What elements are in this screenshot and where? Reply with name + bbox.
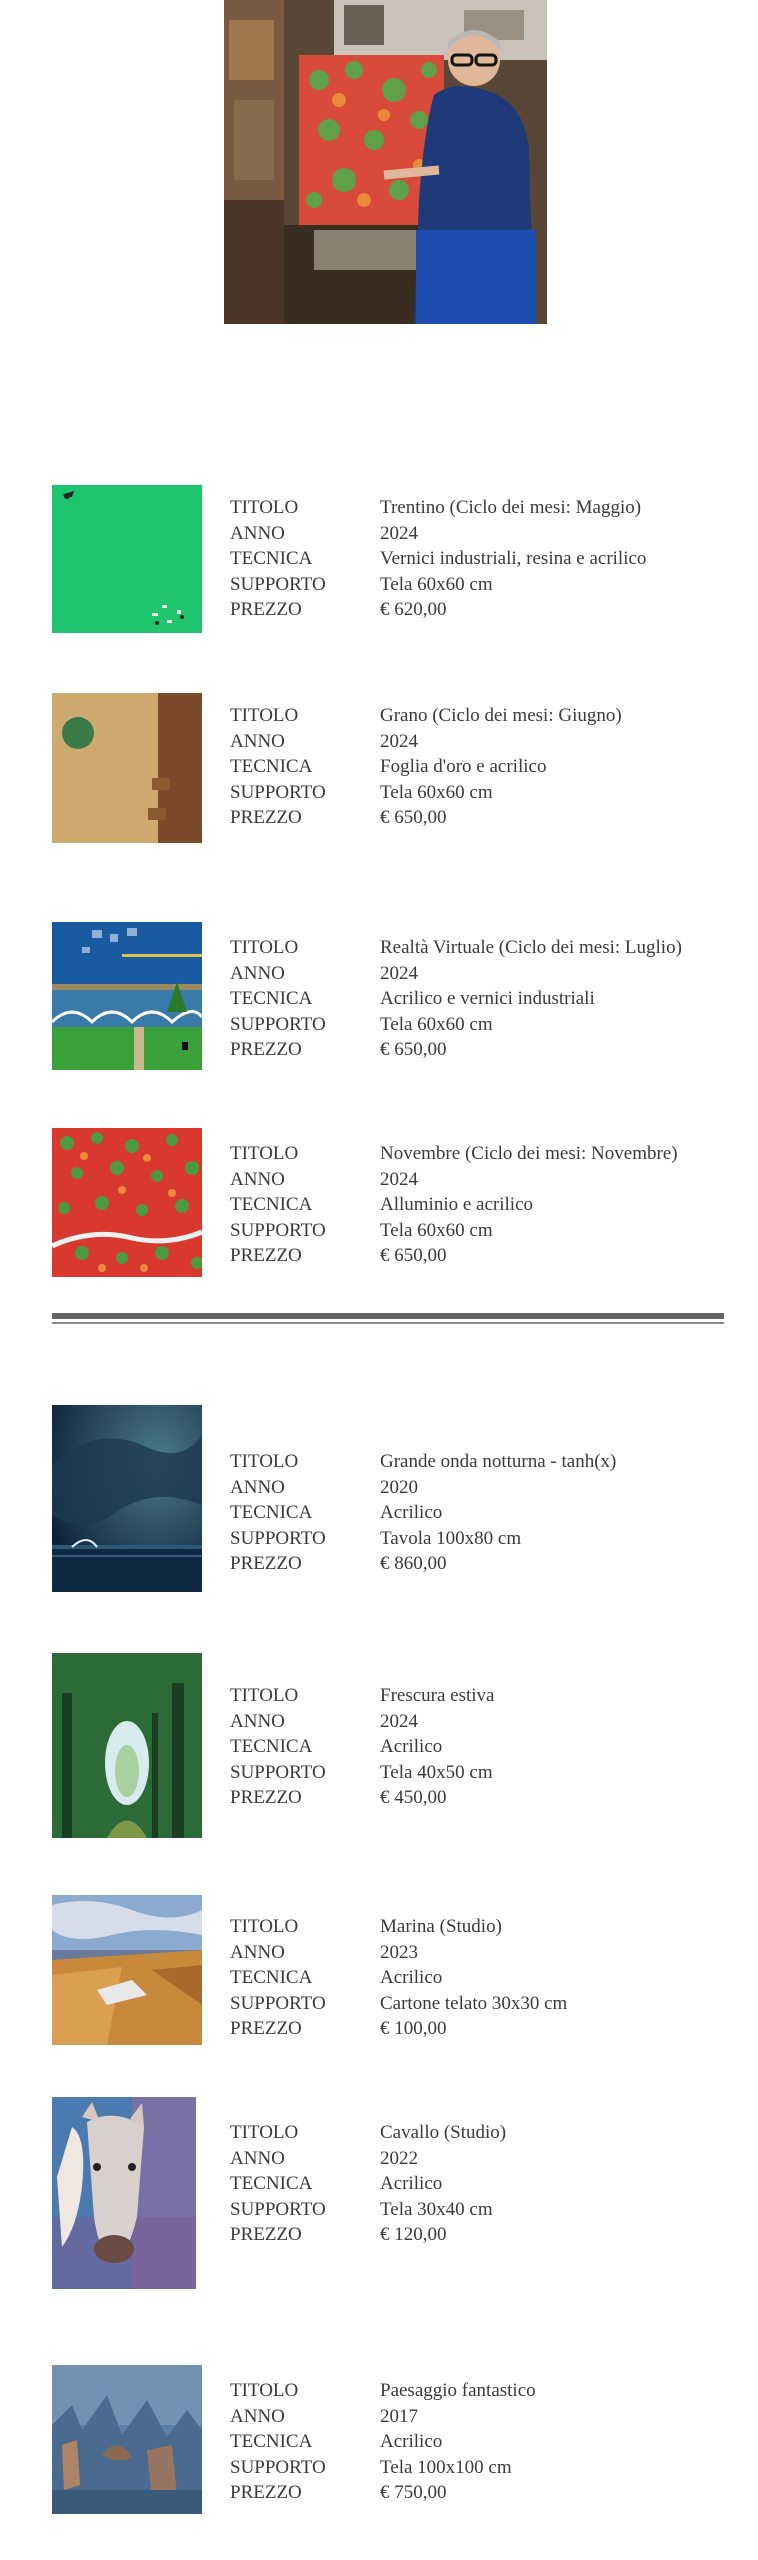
- artwork-price: € 750,00: [380, 2482, 447, 2503]
- artwork-image-grande-onda: [52, 1405, 202, 1592]
- artwork-year: 2017: [380, 2405, 418, 2427]
- artwork-title: Grano (Ciclo dei mesi: Giugno): [380, 705, 622, 726]
- artwork-year: 2024: [380, 730, 418, 752]
- artwork-year: 2024: [380, 1710, 418, 1732]
- artwork-image-trentino: [52, 485, 202, 633]
- price-label: PREZZO: [230, 1787, 302, 1808]
- artwork-year: 2020: [380, 1476, 418, 1498]
- artwork-technique: Acrilico: [380, 2431, 443, 2452]
- artwork-info-3: [230, 935, 730, 1063]
- support-label: SUPPORTO: [230, 1992, 326, 2014]
- support-label: SUPPORTO: [230, 1013, 326, 1035]
- artwork-price: € 650,00: [380, 807, 447, 828]
- artwork-support: Tavola 100x80 cm: [380, 1527, 522, 1549]
- price-label: PREZZO: [230, 599, 302, 620]
- artwork-year: 2022: [380, 2147, 418, 2169]
- title-label: TITOLO: [230, 1451, 299, 1472]
- artwork-price: € 450,00: [380, 1787, 447, 1808]
- technique-label: TECNICA: [230, 2173, 313, 2194]
- artwork-support: Tela 100x100 cm: [380, 2456, 512, 2478]
- artwork-title: Novembre (Ciclo dei mesi: Novembre): [380, 1143, 678, 1164]
- technique-label: TECNICA: [230, 1736, 313, 1757]
- artwork-info-7: [230, 1914, 730, 2042]
- title-label: TITOLO: [230, 1143, 299, 1164]
- section-divider: [52, 1313, 724, 1324]
- price-label: PREZZO: [230, 2018, 302, 2039]
- artwork-info-4: [230, 1141, 730, 1269]
- year-label: ANNO: [230, 962, 285, 984]
- year-label: ANNO: [230, 1710, 285, 1732]
- price-label: PREZZO: [230, 1245, 302, 1266]
- price-label: PREZZO: [230, 1553, 302, 1574]
- artwork-image-novembre: [52, 1128, 202, 1277]
- artwork-title: Trentino (Ciclo dei mesi: Maggio): [380, 497, 642, 518]
- artwork-title: Cavallo (Studio): [380, 2122, 507, 2143]
- artwork-title: Marina (Studio): [380, 1916, 502, 1937]
- artwork-price: € 650,00: [380, 1245, 447, 1266]
- artwork-info-1: [230, 495, 730, 623]
- year-label: ANNO: [230, 730, 285, 752]
- artwork-image-paesaggio-fantastico: [52, 2365, 202, 2514]
- artwork-info-9: [230, 2378, 730, 2506]
- artwork-support: Tela 60x60 cm: [380, 1013, 493, 1035]
- artwork-title: Paesaggio fantastico: [380, 2380, 536, 2401]
- artwork-technique: Acrilico: [380, 2173, 443, 2194]
- divider-thick-line: [52, 1313, 724, 1319]
- artwork-title: Frescura estiva: [380, 1685, 495, 1706]
- artwork-support: Cartone telato 30x30 cm: [380, 1992, 568, 2014]
- artwork-technique: Acrilico e vernici industriali: [380, 988, 595, 1009]
- year-label: ANNO: [230, 1941, 285, 1963]
- title-label: TITOLO: [230, 1916, 299, 1937]
- artwork-technique: Vernici industriali, resina e acrilico: [380, 548, 647, 569]
- title-label: TITOLO: [230, 705, 299, 726]
- title-label: TITOLO: [230, 937, 299, 958]
- artwork-support: Tela 60x60 cm: [380, 573, 493, 595]
- support-label: SUPPORTO: [230, 573, 326, 595]
- artwork-info-6: [230, 1683, 730, 1811]
- price-label: PREZZO: [230, 2482, 302, 2503]
- artwork-price: € 120,00: [380, 2224, 447, 2245]
- year-label: ANNO: [230, 2147, 285, 2169]
- price-label: PREZZO: [230, 1039, 302, 1060]
- title-label: TITOLO: [230, 497, 299, 518]
- year-label: ANNO: [230, 1168, 285, 1190]
- artist-photo: [224, 0, 547, 324]
- artwork-image-marina: [52, 1895, 202, 2045]
- title-label: TITOLO: [230, 2380, 299, 2401]
- artwork-support: Tela 60x60 cm: [380, 1219, 493, 1241]
- artwork-price: € 620,00: [380, 599, 447, 620]
- artwork-image-frescura-estiva: [52, 1653, 202, 1838]
- technique-label: TECNICA: [230, 1502, 313, 1523]
- artwork-info-8: [230, 2120, 730, 2248]
- support-label: SUPPORTO: [230, 1761, 326, 1783]
- technique-label: TECNICA: [230, 2431, 313, 2452]
- artwork-year: 2024: [380, 522, 418, 544]
- artwork-year: 2024: [380, 1168, 418, 1190]
- artwork-support: Tela 60x60 cm: [380, 781, 493, 803]
- support-label: SUPPORTO: [230, 1527, 326, 1549]
- year-label: ANNO: [230, 1476, 285, 1498]
- technique-label: TECNICA: [230, 756, 313, 777]
- support-label: SUPPORTO: [230, 2456, 326, 2478]
- technique-label: TECNICA: [230, 548, 313, 569]
- artwork-image-grano: [52, 693, 202, 843]
- year-label: ANNO: [230, 2405, 285, 2427]
- support-label: SUPPORTO: [230, 1219, 326, 1241]
- title-label: TITOLO: [230, 1685, 299, 1706]
- title-label: TITOLO: [230, 2122, 299, 2143]
- artwork-support: Tela 30x40 cm: [380, 2198, 493, 2220]
- artwork-technique: Acrilico: [380, 1502, 443, 1523]
- price-label: PREZZO: [230, 2224, 302, 2245]
- artwork-image-realta-virtuale: [52, 922, 202, 1070]
- support-label: SUPPORTO: [230, 781, 326, 803]
- technique-label: TECNICA: [230, 1967, 313, 1988]
- technique-label: TECNICA: [230, 1194, 313, 1215]
- artwork-technique: Acrilico: [380, 1967, 443, 1988]
- artwork-technique: Alluminio e acrilico: [380, 1194, 534, 1215]
- artwork-year: 2024: [380, 962, 418, 984]
- artwork-year: 2023: [380, 1941, 418, 1963]
- artwork-title: Realtà Virtuale (Ciclo dei mesi: Luglio): [380, 937, 682, 958]
- artwork-support: Tela 40x50 cm: [380, 1761, 493, 1783]
- year-label: ANNO: [230, 522, 285, 544]
- artwork-info-5: [230, 1449, 730, 1577]
- technique-label: TECNICA: [230, 988, 313, 1009]
- artwork-price: € 100,00: [380, 2018, 447, 2039]
- artwork-price: € 650,00: [380, 1039, 447, 1060]
- divider-thin-line: [52, 1322, 724, 1324]
- artwork-technique: Foglia d'oro e acrilico: [380, 756, 547, 777]
- price-label: PREZZO: [230, 807, 302, 828]
- artwork-image-cavallo: [52, 2097, 196, 2289]
- artwork-info-2: [230, 703, 730, 831]
- artwork-price: € 860,00: [380, 1553, 447, 1574]
- artwork-title: Grande onda notturna - tanh(x): [380, 1451, 617, 1472]
- support-label: SUPPORTO: [230, 2198, 326, 2220]
- artwork-technique: Acrilico: [380, 1736, 443, 1757]
